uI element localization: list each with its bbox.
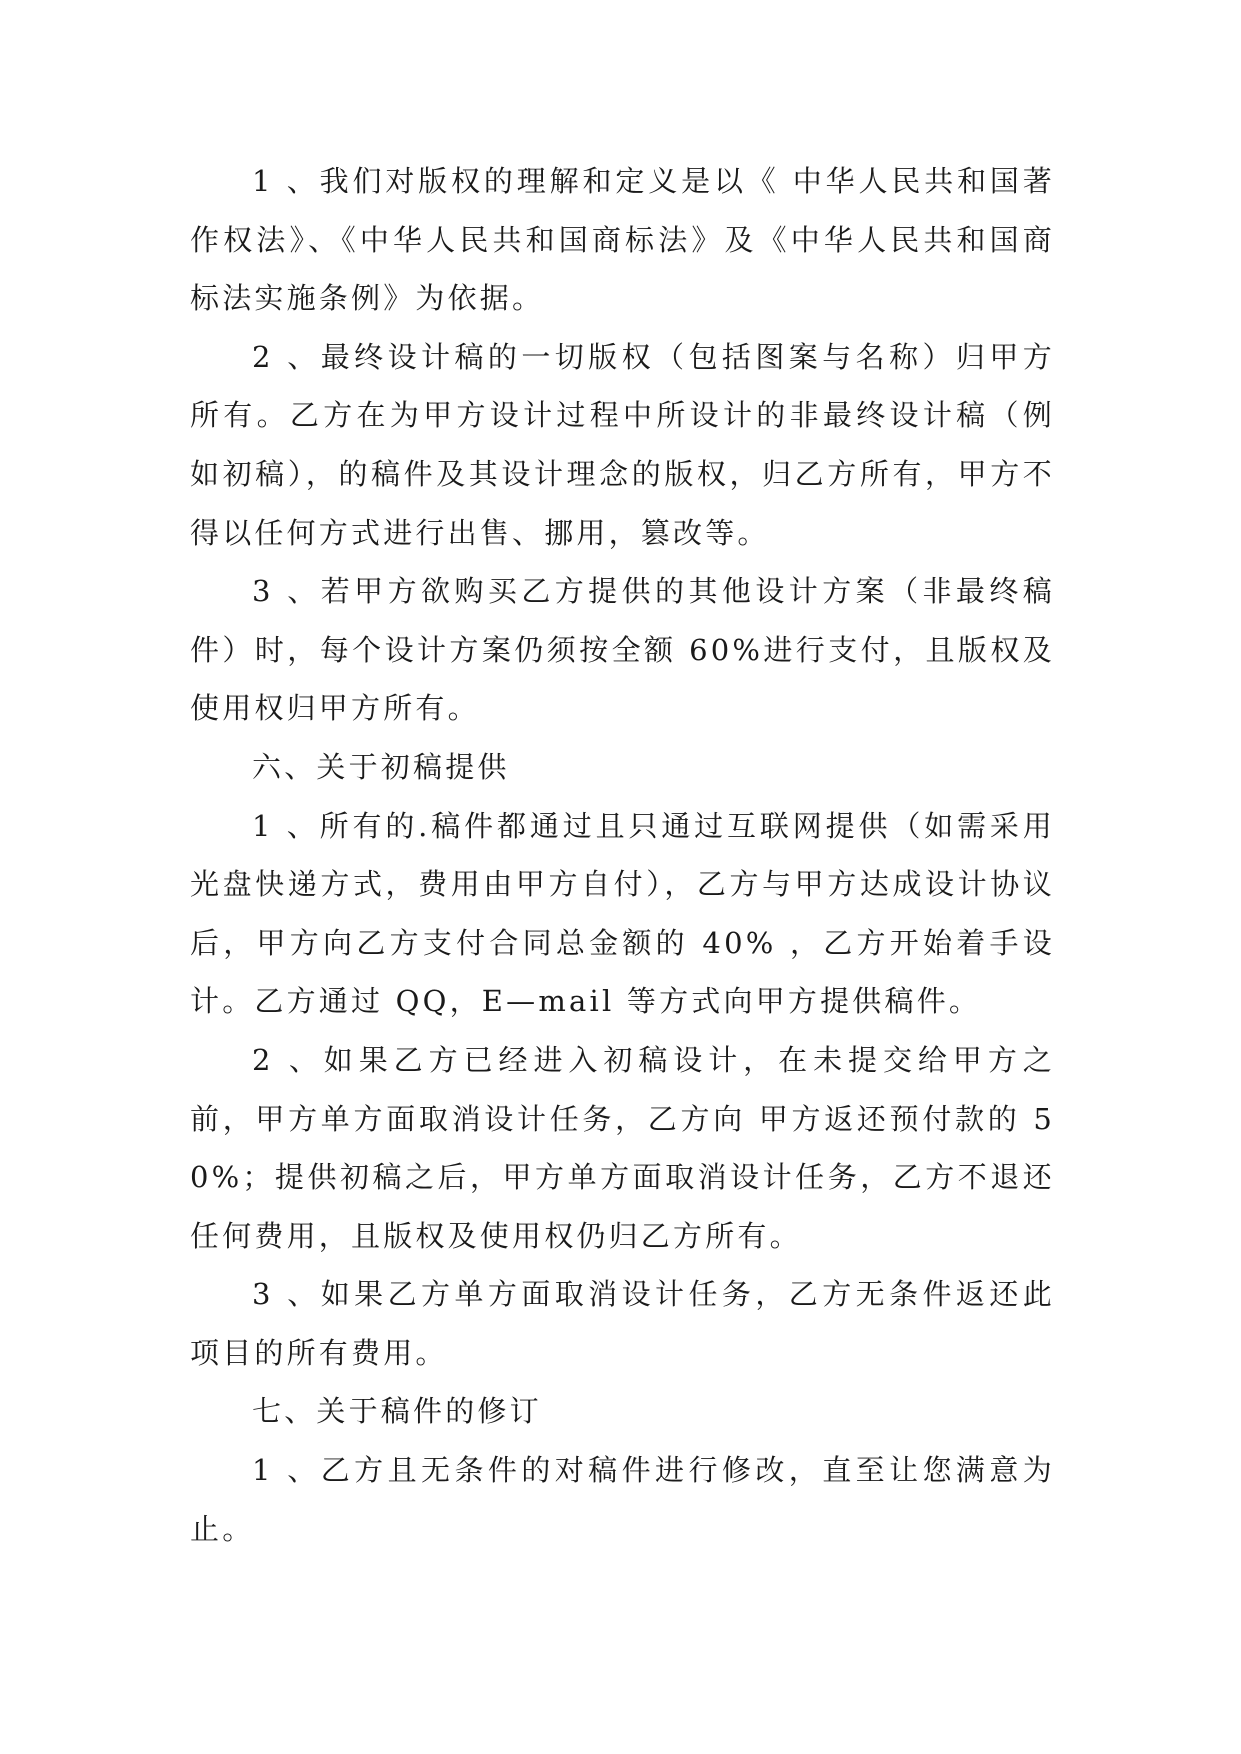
section-heading-revisions: 七、关于稿件的修订 <box>252 1394 542 1429</box>
copyright-clause-1: 1 、我们对版权的理解和定义是以《 中华人民共和国著作权法》、《中华人民共和国商标法》及《中华人民共和国商标法实施条例》为依据。 <box>190 164 1055 316</box>
document-body <box>190 152 1055 1558</box>
copyright-clause-2: 2 、最终设计稿的一切版权（包括图案与名称）归甲方所有。乙方在为甲方设计过程中所设计的非最终设计稿（例如初稿），的稿件及其设计理念的版权，归乙方所有，甲方不得以任何方式进行出售、挪用，篡改等。 <box>190 339 1055 550</box>
section-heading-draft-delivery: 六、关于初稿提供 <box>252 749 510 784</box>
draft-clause-2: 2 、如果乙方已经进入初稿设计，在未提交给甲方之前，甲方单方面取消设计任务，乙方向 甲方返还预付款的 50%；提供初稿之后，甲方单方面取消设计任务，乙方不退还任何费用，且版权及使用权仍归乙方所有。 <box>190 1042 1055 1253</box>
draft-clause-1: 1 、所有的.稿件都通过且只通过互联网提供（如需采用光盘快递方式，费用由甲方自付），乙方与甲方达成设计协议后，甲方向乙方支付合同总金额的 40% ，乙方开始着手设计。乙方通过 QQ，E—mail 等方式向甲方提供稿件。 <box>190 808 1055 1019</box>
copyright-clause-3: 3 、若甲方欲购买乙方提供的其他设计方案（非最终稿件）时，每个设计方案仍须按全额 60%进行支付，且版权及使用权归甲方所有。 <box>190 574 1055 726</box>
draft-clause-3: 3 、如果乙方单方面取消设计任务，乙方无条件返还此项目的所有费用。 <box>190 1277 1055 1370</box>
revision-clause-1: 1 、乙方且无条件的对稿件进行修改，直至让您满意为止。 <box>190 1453 1055 1546</box>
